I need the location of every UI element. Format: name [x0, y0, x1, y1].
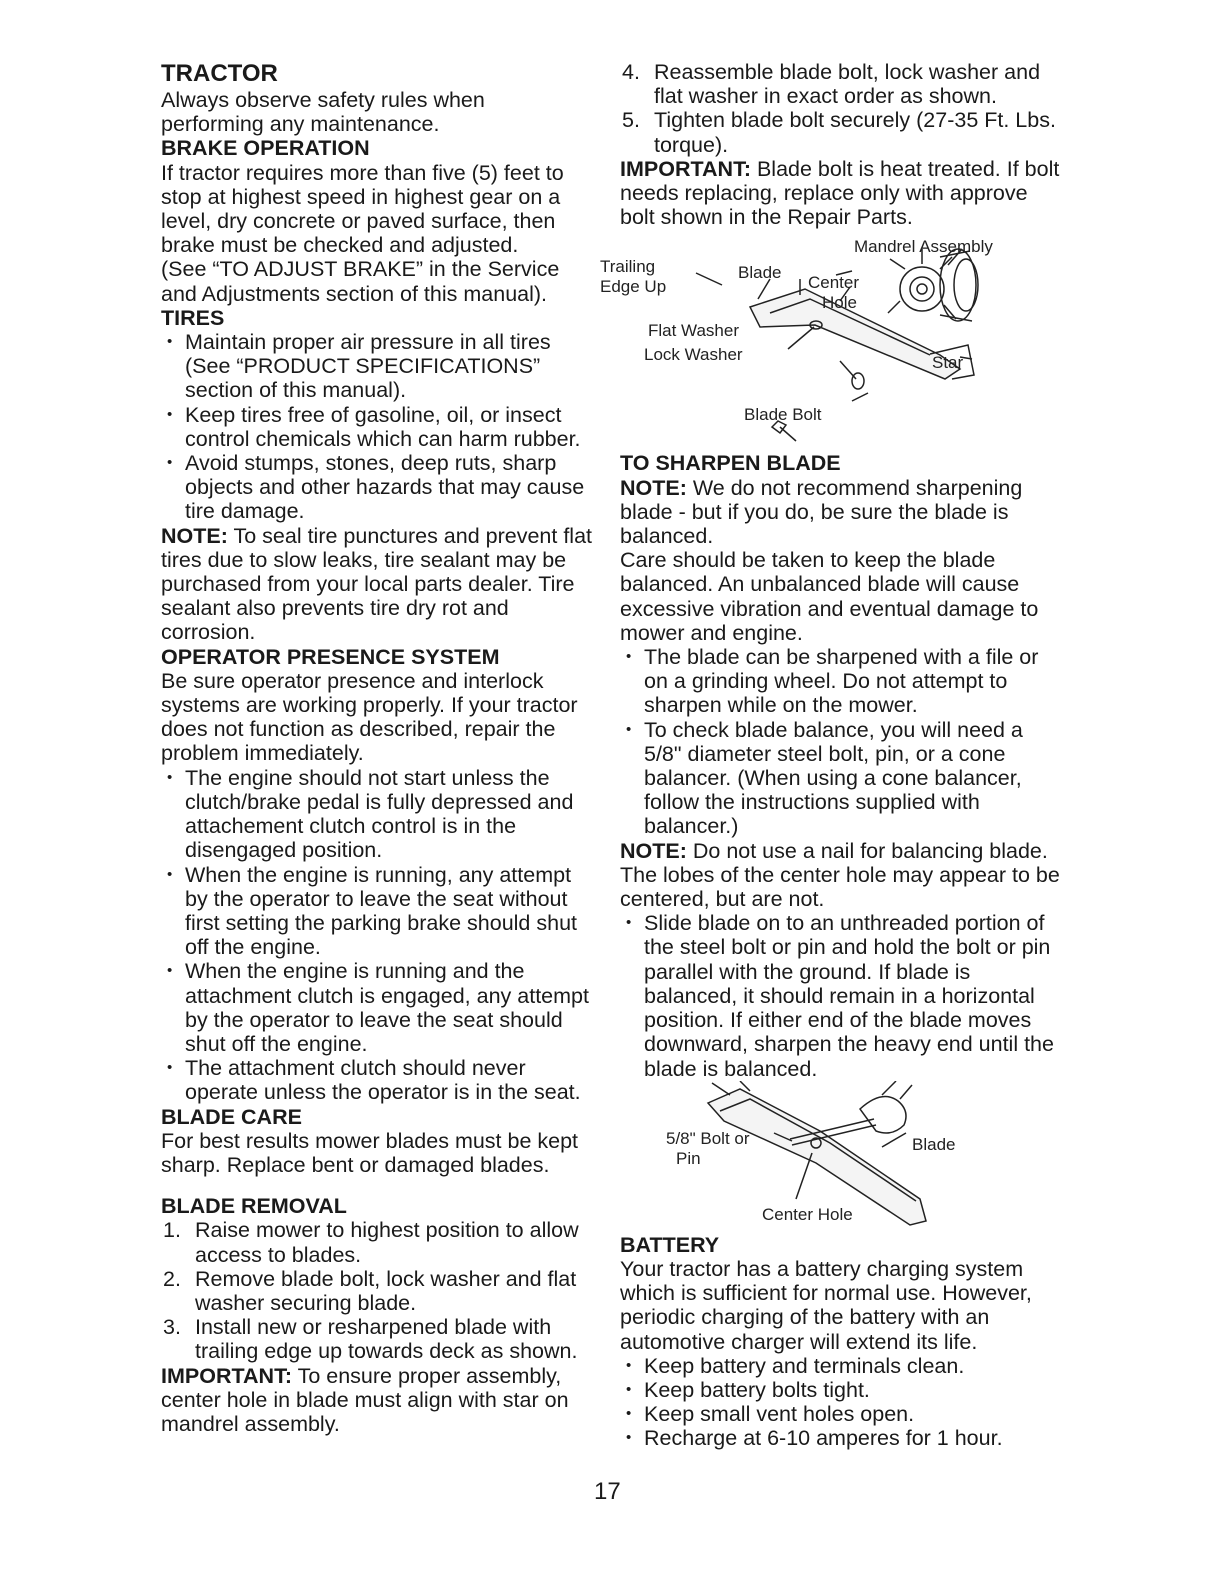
battery-text: Your tractor has a battery charging system which is sufficient for normal use. However, periodic charging of the battery with an automotive charger will extend its life.	[620, 1256, 1032, 1354]
brake-operation-title: BRAKE OPERATION	[161, 136, 370, 161]
tractor-intro: Always observe safety rules when performing any maintenance.	[161, 88, 485, 137]
operator-presence-list	[161, 766, 593, 1105]
important-label: IMPORTANT:	[620, 156, 751, 181]
battery-list	[620, 1354, 1060, 1451]
blade-assembly-figure	[600, 229, 1040, 451]
label-hole: Hole	[822, 293, 857, 313]
list-item: • When the engine is running and the attachment clutch is engaged, any attempt by the operator to leave the seat should shut off the engine.	[161, 959, 593, 1056]
battery-title: BATTERY	[620, 1232, 720, 1257]
bolt-important	[620, 157, 1060, 230]
label-trailing: Trailing	[600, 257, 656, 277]
important-label: IMPORTANT:	[161, 1363, 292, 1388]
list-item: • The attachment clutch should never operate unless the operator is in the seat.	[161, 1056, 593, 1104]
blade-care-text: For best results mower blades must be kept sharp. Replace bent or damaged blades.	[161, 1128, 579, 1177]
list-item: 5. Tighten blade bolt securely (27-35 Ft. Lbs. torque).	[622, 108, 1056, 157]
note-text: We do not recommend sharpening blade - but if you do, be sure the blade is balanced.	[620, 475, 1023, 549]
page-number: 17	[594, 1478, 621, 1505]
tires-title: TIRES	[161, 305, 225, 330]
right-column	[600, 60, 1060, 1451]
list-item: • Keep battery and terminals clean.	[620, 1354, 1060, 1378]
blade-balance-figure	[620, 1081, 1060, 1233]
label-center-hole: Center Hole	[762, 1204, 853, 1224]
note-label: NOTE:	[620, 838, 687, 863]
important-text: Blade bolt is heat treated. If bolt needs replacing, replace only with approve bolt shown in the Repair Parts.	[620, 156, 1060, 230]
list-item: • The engine should not start unless the clutch/brake pedal is fully depressed and attachement clutch control is in the disengaged position.	[161, 766, 593, 863]
reassembly-steps	[620, 60, 1060, 157]
operator-presence-title: OPERATOR PRESENCE SYSTEM	[161, 644, 500, 669]
list-item: • The blade can be sharpened with a file or on a grinding wheel. Do not attempt to sharpen while on the mower.	[620, 645, 1060, 718]
list-item: • Recharge at 6-10 amperes for 1 hour.	[620, 1426, 1060, 1450]
removal-important	[161, 1364, 593, 1437]
balance-list	[620, 911, 1060, 1080]
label-center: Center	[808, 273, 860, 293]
blade-removal-steps	[161, 1218, 593, 1363]
tractor-title: TRACTOR	[161, 60, 278, 87]
list-item: • Slide blade on to an unthreaded portion of the steel bolt or pin and hold the bolt or pin parallel with the ground. If blade is balanced, it should remain in a horizontal position. If either end of the blade moves downward, sharpen the heavy end until the blade is balanced.	[620, 911, 1060, 1080]
label-blade: Blade	[738, 263, 782, 283]
list-item: 4. Reassemble blade bolt, lock washer and flat washer in exact order as shown.	[622, 60, 1041, 109]
label-flat-washer: Flat Washer	[648, 321, 740, 341]
important-text: To ensure proper assembly, center hole in blade must align with star on mandrel assembly.	[161, 1363, 569, 1436]
list-item: 1. Raise mower to highest position to allow access to blades.	[163, 1218, 579, 1267]
left-column	[161, 60, 593, 1436]
list-item: • Keep tires free of gasoline, oil, or insect control chemicals which can harm rubber.	[161, 403, 593, 451]
operator-presence-text: Be sure operator presence and interlock systems are working properly. If your tractor does not function as described, repair the problem immediately.	[161, 668, 578, 766]
label-bolt-or: 5/8" Bolt or	[666, 1128, 750, 1148]
list-item: • Avoid stumps, stones, deep ruts, sharp objects and other hazards that may cause tire damage.	[161, 451, 593, 524]
brake-text: If tractor requires more than five (5) feet to stop at highest speed in highest gear on a level, dry concrete or paved surface, then brake must be checked and adjusted.	[161, 160, 564, 258]
balance-note	[620, 839, 1060, 912]
sharpen-text: Care should be taken to keep the blade balanced. An unbalanced blade will cause excessive vibration and eventual damage to mower and engine.	[620, 548, 1039, 645]
sharpen-note	[620, 476, 1060, 549]
blade-care-title: BLADE CARE	[161, 1104, 302, 1129]
list-item: • Keep battery bolts tight.	[620, 1378, 1060, 1402]
list-item: • Keep small vent holes open.	[620, 1402, 1060, 1426]
tires-list	[161, 330, 593, 524]
brake-reference: (See “TO ADJUST BRAKE” in the Service and Adjustments section of this manual).	[161, 257, 560, 306]
list-item: 3. Install new or resharpened blade with trailing edge up towards deck as shown.	[163, 1315, 578, 1364]
sharpen-list	[620, 645, 1060, 839]
label-pin: Pin	[676, 1148, 701, 1168]
label-blade: Blade	[912, 1134, 956, 1154]
list-item: 2. Remove blade bolt, lock washer and flat washer securing blade.	[163, 1266, 577, 1315]
note-text: Do not use a nail for balancing blade. The lobes of the center hole may appear to be centered, but are not.	[620, 838, 1060, 912]
note-text: To seal tire punctures and prevent flat tires due to slow leaks, tire sealant may be purchased from your local parts dealer. Tire sealant also prevents tire dry rot and corrosion.	[161, 523, 593, 645]
sharpen-blade-title: TO SHARPEN BLADE	[620, 451, 841, 476]
label-edge-up: Edge Up	[600, 277, 667, 297]
tires-note	[161, 524, 593, 645]
list-item: • Maintain proper air pressure in all tires (See “PRODUCT SPECIFICATIONS” section of this manual).	[161, 330, 593, 403]
label-blade-bolt: Blade Bolt	[744, 405, 822, 425]
note-label: NOTE:	[161, 523, 228, 548]
label-mandrel-assembly: Mandrel Assembly	[854, 237, 993, 257]
blade-removal-title: BLADE REMOVAL	[161, 1194, 347, 1219]
list-item: • When the engine is running, any attempt by the operator to leave the seat without first setting the parking brake should shut off the engine.	[161, 863, 593, 960]
note-label: NOTE:	[620, 475, 687, 500]
list-item: • To check blade balance, you will need a 5/8" diameter steel bolt, pin, or a cone balancer. (When using a cone balancer, follow the instructions supplied with balancer.)	[620, 718, 1060, 839]
label-star: Star	[932, 353, 964, 373]
label-lock-washer: Lock Washer	[644, 345, 743, 365]
